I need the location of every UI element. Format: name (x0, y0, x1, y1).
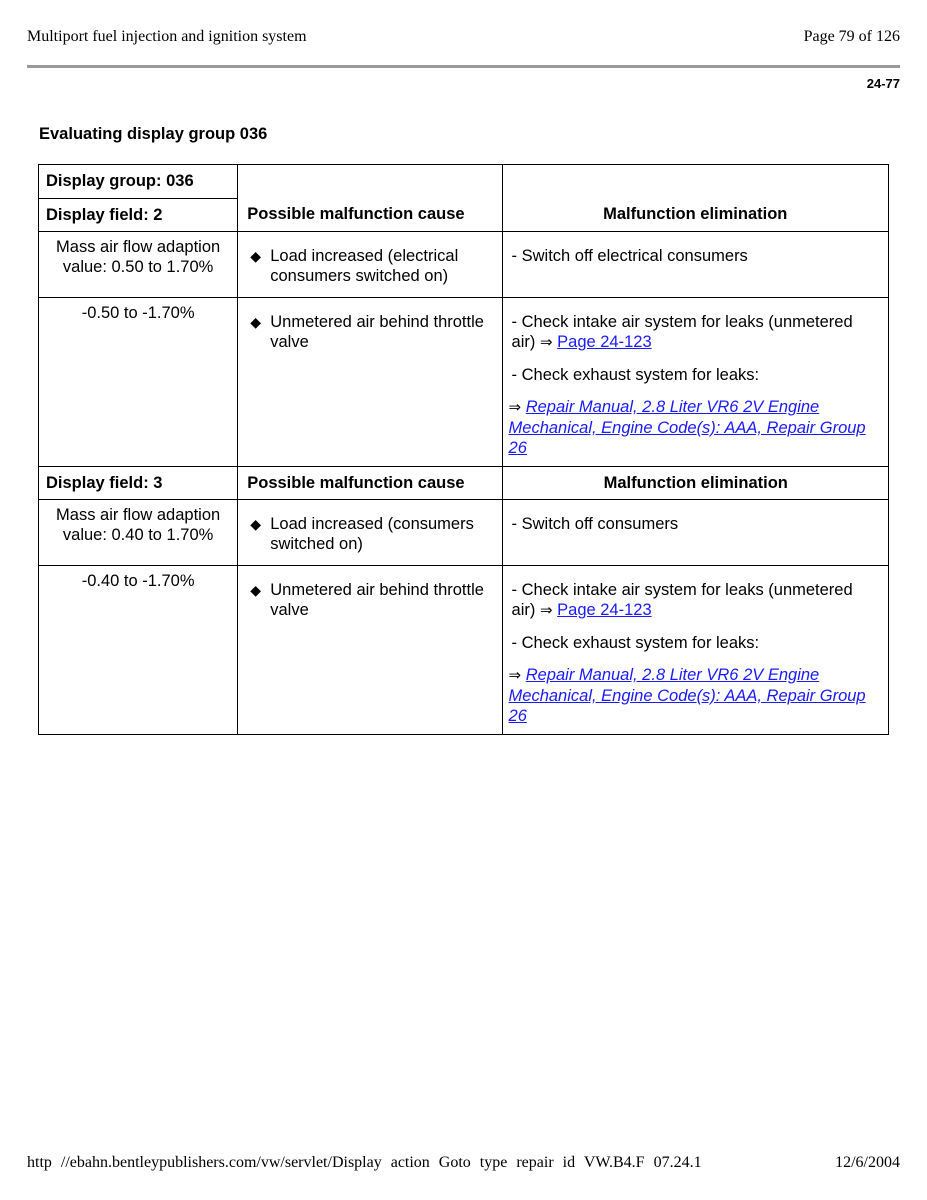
value-cell: -0.40 to -1.70% (39, 566, 238, 735)
value-cell: -0.50 to -1.70% (39, 298, 238, 467)
cause-text: Load increased (electrical consumers switched on) (270, 247, 459, 285)
display-group-label: Display group: 036 (39, 165, 237, 199)
cause-cell (238, 566, 502, 735)
elimination-text: - Switch off consumers (511, 515, 679, 533)
double-arrow-right-icon: ⇒ (508, 399, 522, 416)
double-arrow-right-icon: ⇒ (539, 334, 553, 351)
page-link[interactable]: Page 24-123 (557, 601, 652, 619)
table-header-row (39, 467, 889, 500)
elimination-text-2: - Check exhaust system for leaks: (511, 634, 760, 652)
section-heading: Evaluating display group 036 (39, 125, 268, 143)
page-link[interactable]: Page 24-123 (557, 333, 652, 351)
double-arrow-right-icon: ⇒ (539, 602, 553, 619)
elimination-cell (502, 500, 888, 566)
print-date: 12/6/2004 (835, 1154, 900, 1171)
table-row (39, 298, 889, 467)
value-cell: Mass air flow adaption value: 0.40 to 1.70% (39, 500, 238, 566)
cause-text: Unmetered air behind throttle valve (270, 581, 484, 619)
double-arrow-right-icon: ⇒ (508, 667, 522, 684)
column-header-cause: Possible malfunction cause (238, 467, 502, 500)
group-field-cell (39, 165, 238, 232)
header-rule (27, 65, 900, 68)
elimination-text: - Switch off electrical consumers (511, 247, 748, 265)
cause-cell (238, 298, 502, 467)
table-row (39, 566, 889, 735)
elimination-cell (502, 566, 888, 735)
diamond-bullet-icon: ◆ (250, 582, 262, 598)
elimination-text-2: - Check exhaust system for leaks: (511, 366, 760, 384)
column-header-cause: Possible malfunction cause (238, 165, 502, 232)
display-field-label: Display field: 3 (39, 467, 238, 500)
display-field-label: Display field: 2 (46, 206, 163, 224)
elimination-cell (502, 298, 888, 467)
table-row (39, 232, 889, 298)
section-number: 24-77 (866, 76, 900, 91)
elimination-text: - Check intake air system for leaks (unmetered air) (511, 313, 853, 351)
document-title: Multiport fuel injection and ignition system (27, 28, 307, 45)
diamond-bullet-icon: ◆ (250, 248, 262, 264)
table-header-row (39, 165, 889, 232)
diagnostic-table (38, 164, 889, 735)
page-header (27, 28, 900, 50)
repair-manual-link[interactable]: Repair Manual, 2.8 Liter VR6 2V Engine Mechanical, Engine Code(s): AAA, Repair Group 26 (508, 666, 866, 725)
column-header-elimination: Malfunction elimination (502, 165, 888, 232)
value-cell: Mass air flow adaption value: 0.50 to 1.70% (39, 232, 238, 298)
elimination-text: - Check intake air system for leaks (unmetered air) (511, 581, 853, 619)
diamond-bullet-icon: ◆ (250, 516, 262, 532)
table-row (39, 500, 889, 566)
cause-cell (238, 500, 502, 566)
page-counter: Page 79 of 126 (803, 28, 900, 45)
cause-cell (238, 232, 502, 298)
cause-text: Load increased (consumers switched on) (270, 515, 474, 553)
elimination-cell (502, 232, 888, 298)
column-header-elimination: Malfunction elimination (502, 467, 888, 500)
repair-manual-link[interactable]: Repair Manual, 2.8 Liter VR6 2V Engine Mechanical, Engine Code(s): AAA, Repair Group 26 (508, 398, 866, 457)
source-url: http //ebahn.bentleypublishers.com/vw/servlet/Display action Goto type repair id VW.B4.F 07.24.1 (27, 1154, 702, 1171)
diamond-bullet-icon: ◆ (250, 314, 262, 330)
cause-text: Unmetered air behind throttle valve (270, 313, 484, 351)
